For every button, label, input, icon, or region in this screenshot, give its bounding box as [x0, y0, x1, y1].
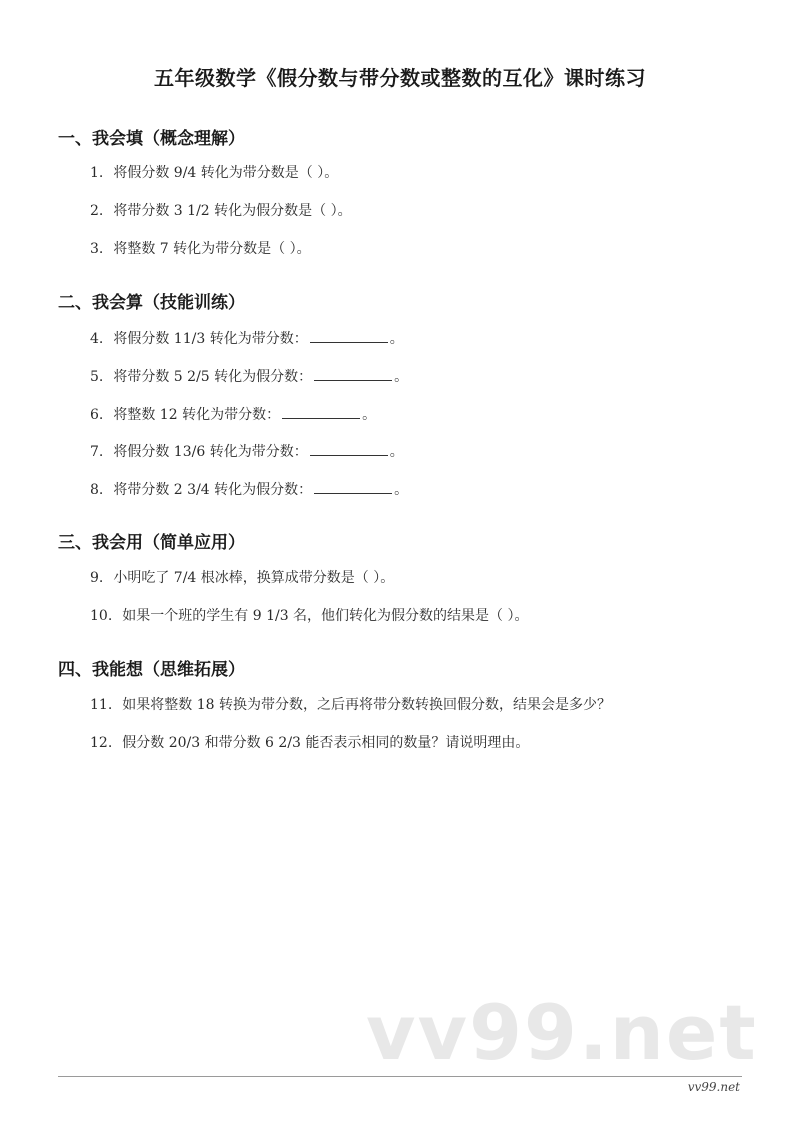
question-end: 。: [389, 444, 404, 460]
section-heading-concept: 一、我会填（概念理解）: [58, 129, 245, 149]
question-end: 。: [362, 407, 377, 423]
section-heading-thinking: 四、我能想（思维拓展）: [58, 660, 245, 680]
question-text: 将带分数 3 1/2 转化为假分数是（ ）。: [113, 203, 352, 219]
answer-blank[interactable]: [282, 404, 360, 419]
question-end: 。: [389, 331, 404, 347]
question-7: [90, 441, 404, 462]
section-heading-application: 三、我会用（简单应用）: [58, 533, 245, 553]
question-8: [90, 479, 408, 500]
question-text: 小明吃了 7/4 根冰棒，换算成带分数是（ ）。: [113, 570, 395, 586]
page-title: 五年级数学《假分数与带分数或整数的互化》课时练习: [154, 66, 646, 90]
question-number: 4.: [90, 331, 104, 347]
question-12: [90, 733, 529, 753]
question-end: 。: [394, 482, 409, 498]
question-1: [90, 163, 338, 183]
question-9: [90, 568, 394, 588]
section-heading-skills: 二、我会算（技能训练）: [58, 293, 245, 313]
question-number: 5.: [90, 369, 104, 385]
question-number: 2.: [90, 203, 104, 219]
question-number: 3.: [90, 241, 104, 257]
question-text: 如果一个班的学生有 9 1/3 名，他们转化为假分数的结果是（ ）。: [122, 608, 529, 624]
question-text: 将假分数 11/3 转化为带分数：: [113, 331, 308, 347]
question-number: 9.: [90, 570, 104, 586]
question-text: 将假分数 9/4 转化为带分数是（ ）。: [113, 165, 339, 181]
answer-blank[interactable]: [310, 328, 388, 343]
question-11: [90, 695, 611, 715]
question-number: 7.: [90, 444, 104, 460]
footer-site-label: vv99.net: [687, 1080, 740, 1094]
answer-blank[interactable]: [310, 441, 388, 456]
question-number: 11.: [90, 697, 113, 713]
question-text: 将整数 12 转化为带分数：: [113, 407, 281, 423]
question-number: 6.: [90, 407, 104, 423]
question-text: 将带分数 2 3/4 转化为假分数：: [113, 482, 313, 498]
watermark: vv99.net: [366, 988, 758, 1077]
question-number: 10.: [90, 608, 113, 624]
question-end: 。: [394, 369, 409, 385]
question-text: 将整数 7 转化为带分数是（ ）。: [113, 241, 311, 257]
question-6: [90, 404, 376, 425]
answer-blank[interactable]: [314, 479, 392, 494]
footer-divider: [58, 1076, 742, 1077]
question-2: [90, 201, 352, 221]
question-3: [90, 239, 311, 259]
question-5: [90, 366, 408, 387]
question-text: 如果将整数 18 转换为带分数，之后再将带分数转换回假分数，结果会是多少？: [122, 697, 611, 713]
answer-blank[interactable]: [314, 366, 392, 381]
question-text: 假分数 20/3 和带分数 6 2/3 能否表示相同的数量？请说明理由。: [122, 735, 530, 751]
question-4: [90, 328, 404, 349]
question-number: 1.: [90, 165, 104, 181]
question-number: 12.: [90, 735, 113, 751]
question-number: 8.: [90, 482, 104, 498]
question-text: 将假分数 13/6 转化为带分数：: [113, 444, 308, 460]
question-text: 将带分数 5 2/5 转化为假分数：: [113, 369, 313, 385]
question-10: [90, 606, 529, 626]
